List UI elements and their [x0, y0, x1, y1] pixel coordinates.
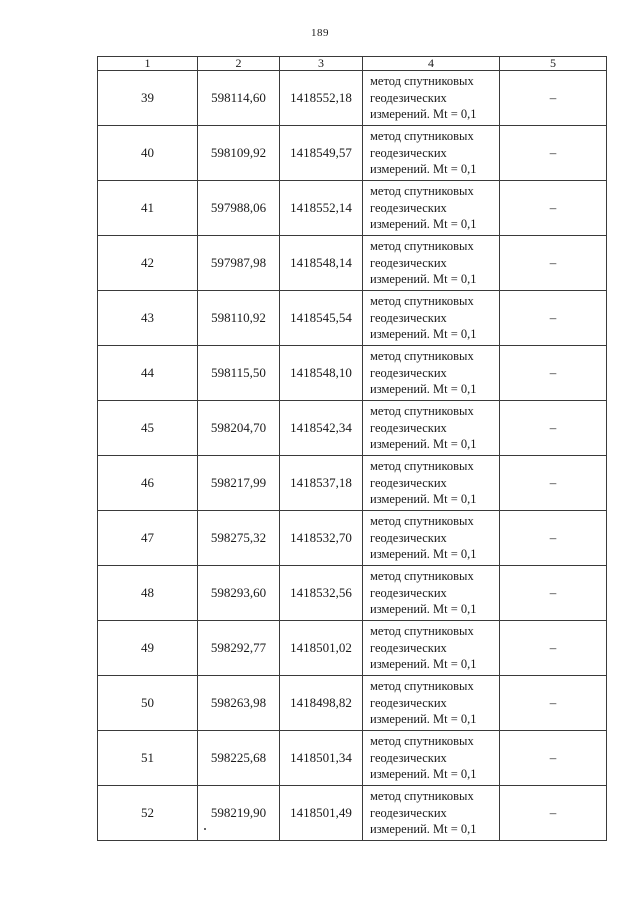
table-row [98, 236, 607, 291]
point-number-cell: 42 [98, 236, 198, 291]
method-cell [363, 346, 500, 401]
method-line: геодезических [370, 805, 447, 820]
method-line: метод спутниковых [370, 679, 474, 693]
note-cell: – [500, 676, 607, 731]
method-cell [363, 71, 500, 126]
method-line: метод спутниковых [370, 514, 474, 528]
note-cell: – [500, 786, 607, 841]
point-number-cell: 51 [98, 731, 198, 786]
note-cell: – [500, 731, 607, 786]
y-coordinate-cell: 1418532,70 [280, 511, 363, 566]
y-coordinate-cell: 1418537,18 [280, 456, 363, 511]
x-coordinate-cell: 598204,70 [198, 401, 280, 456]
method-line: метод спутниковых [370, 294, 474, 308]
note-cell: – [500, 236, 607, 291]
point-number-cell: 39 [98, 71, 198, 126]
x-coordinate-cell: 598219,90 [198, 786, 280, 841]
x-coordinate-cell: 597988,06 [198, 181, 280, 236]
method-line: геодезических [370, 255, 447, 270]
method-cell [363, 181, 500, 236]
method-line: измерений. Mt = 0,1 [370, 437, 477, 451]
x-coordinate-cell: 598292,77 [198, 621, 280, 676]
table-row [98, 71, 607, 126]
note-cell: – [500, 401, 607, 456]
x-coordinate-cell: 598114,60 [198, 71, 280, 126]
method-line: геодезических [370, 145, 447, 160]
method-line: измерений. Mt = 0,1 [370, 822, 477, 836]
coordinates-table [97, 56, 607, 841]
y-coordinate-cell: 1418549,57 [280, 126, 363, 181]
x-coordinate-cell: 597987,98 [198, 236, 280, 291]
method-line: геодезических [370, 90, 447, 105]
y-coordinate-cell: 1418548,14 [280, 236, 363, 291]
note-cell: – [500, 621, 607, 676]
column-header-3: 3 [280, 57, 363, 71]
y-coordinate-cell: 1418501,34 [280, 731, 363, 786]
method-line: метод спутниковых [370, 129, 474, 143]
method-cell [363, 126, 500, 181]
table-row [98, 621, 607, 676]
method-line: измерений. Mt = 0,1 [370, 767, 477, 781]
x-coordinate-cell: 598110,92 [198, 291, 280, 346]
method-line: геодезических [370, 475, 447, 490]
x-coordinate-cell: 598109,92 [198, 126, 280, 181]
method-cell [363, 731, 500, 786]
table-row [98, 181, 607, 236]
table-row [98, 676, 607, 731]
point-number-cell: 45 [98, 401, 198, 456]
method-cell [363, 401, 500, 456]
method-line: метод спутниковых [370, 239, 474, 253]
point-number-cell: 50 [98, 676, 198, 731]
table-row [98, 731, 607, 786]
method-line: метод спутниковых [370, 184, 474, 198]
column-header-4: 4 [363, 57, 500, 71]
note-cell: – [500, 291, 607, 346]
method-line: измерений. Mt = 0,1 [370, 382, 477, 396]
method-line: измерений. Mt = 0,1 [370, 217, 477, 231]
method-line: измерений. Mt = 0,1 [370, 712, 477, 726]
note-cell: – [500, 346, 607, 401]
y-coordinate-cell: 1418545,54 [280, 291, 363, 346]
method-line: геодезических [370, 200, 447, 215]
method-cell [363, 236, 500, 291]
method-line: измерений. Mt = 0,1 [370, 327, 477, 341]
method-line: геодезических [370, 310, 447, 325]
note-cell: – [500, 126, 607, 181]
note-cell: – [500, 456, 607, 511]
method-line: геодезических [370, 640, 447, 655]
method-line: измерений. Mt = 0,1 [370, 162, 477, 176]
method-cell [363, 566, 500, 621]
method-line: измерений. Mt = 0,1 [370, 272, 477, 286]
x-coordinate-cell: 598115,50 [198, 346, 280, 401]
method-cell [363, 511, 500, 566]
table-body [98, 71, 607, 841]
table-row [98, 566, 607, 621]
note-cell: – [500, 566, 607, 621]
y-coordinate-cell: 1418501,02 [280, 621, 363, 676]
table-header-row [98, 57, 607, 71]
y-coordinate-cell: 1418498,82 [280, 676, 363, 731]
column-header-1: 1 [98, 57, 198, 71]
method-line: геодезических [370, 365, 447, 380]
point-number-cell: 47 [98, 511, 198, 566]
method-line: геодезических [370, 695, 447, 710]
y-coordinate-cell: 1418542,34 [280, 401, 363, 456]
y-coordinate-cell: 1418548,10 [280, 346, 363, 401]
method-line: метод спутниковых [370, 624, 474, 638]
method-line: измерений. Mt = 0,1 [370, 492, 477, 506]
table-row [98, 126, 607, 181]
page-number: 189 [311, 27, 329, 39]
method-line: измерений. Mt = 0,1 [370, 547, 477, 561]
method-line: метод спутниковых [370, 74, 474, 88]
table-row [98, 291, 607, 346]
scan-speck [204, 828, 206, 830]
y-coordinate-cell: 1418552,18 [280, 71, 363, 126]
table-row [98, 511, 607, 566]
y-coordinate-cell: 1418501,49 [280, 786, 363, 841]
column-header-2: 2 [198, 57, 280, 71]
point-number-cell: 41 [98, 181, 198, 236]
method-line: геодезических [370, 420, 447, 435]
method-line: геодезических [370, 750, 447, 765]
table-row [98, 346, 607, 401]
method-line: метод спутниковых [370, 404, 474, 418]
method-cell [363, 786, 500, 841]
table-row [98, 456, 607, 511]
note-cell: – [500, 181, 607, 236]
point-number-cell: 44 [98, 346, 198, 401]
table-row [98, 401, 607, 456]
note-cell: – [500, 511, 607, 566]
x-coordinate-cell: 598225,68 [198, 731, 280, 786]
point-number-cell: 43 [98, 291, 198, 346]
point-number-cell: 40 [98, 126, 198, 181]
point-number-cell: 46 [98, 456, 198, 511]
y-coordinate-cell: 1418552,14 [280, 181, 363, 236]
x-coordinate-cell: 598217,99 [198, 456, 280, 511]
point-number-cell: 48 [98, 566, 198, 621]
y-coordinate-cell: 1418532,56 [280, 566, 363, 621]
point-number-cell: 49 [98, 621, 198, 676]
method-cell [363, 676, 500, 731]
method-cell [363, 291, 500, 346]
x-coordinate-cell: 598293,60 [198, 566, 280, 621]
method-line: метод спутниковых [370, 734, 474, 748]
table-row [98, 786, 607, 841]
note-cell: – [500, 71, 607, 126]
method-cell [363, 456, 500, 511]
method-cell [363, 621, 500, 676]
point-number-cell: 52 [98, 786, 198, 841]
method-line: метод спутниковых [370, 569, 474, 583]
method-line: измерений. Mt = 0,1 [370, 107, 477, 121]
method-line: метод спутниковых [370, 459, 474, 473]
method-line: измерений. Mt = 0,1 [370, 657, 477, 671]
method-line: геодезических [370, 530, 447, 545]
method-line: метод спутниковых [370, 349, 474, 363]
column-header-5: 5 [500, 57, 607, 71]
method-line: измерений. Mt = 0,1 [370, 602, 477, 616]
x-coordinate-cell: 598275,32 [198, 511, 280, 566]
method-line: метод спутниковых [370, 789, 474, 803]
x-coordinate-cell: 598263,98 [198, 676, 280, 731]
method-line: геодезических [370, 585, 447, 600]
